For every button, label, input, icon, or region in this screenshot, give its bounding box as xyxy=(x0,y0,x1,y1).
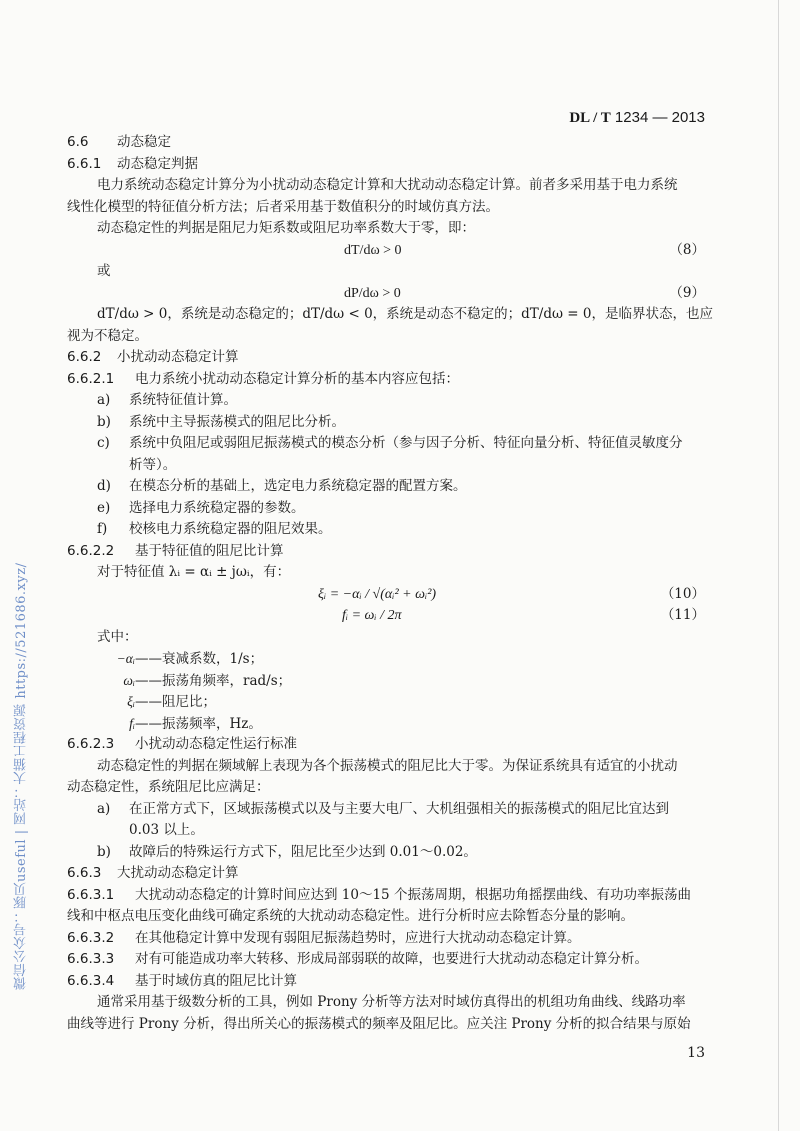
list-marker: b) xyxy=(97,843,111,860)
page-number: 13 xyxy=(687,1045,705,1061)
watermark: 微信公众号：豚贝useful | 网站：大猫工程资源 https://521686.xyz/ xyxy=(14,562,29,990)
section-6-6-3-2 xyxy=(67,928,705,950)
section-number: 6.6 xyxy=(67,134,89,150)
list-text: 系统中主导振荡模式的阻尼比分析。 xyxy=(129,413,345,430)
paragraph-line: 或 xyxy=(97,263,111,279)
list-marker: b) xyxy=(97,413,111,430)
where-label: 式中： xyxy=(97,628,138,645)
section-number: 6.6.3.3 xyxy=(67,951,115,967)
section-6-6-3-3 xyxy=(67,949,705,971)
section-title: 动态稳定 xyxy=(117,134,171,150)
list-item xyxy=(67,842,705,864)
section-6-6-3-1 xyxy=(67,885,705,907)
section-number: 6.6.2.1 xyxy=(67,370,115,387)
paragraph-line: 线和中枢点电压变化曲线可确定系统的大扰动动态稳定性。进行分析时应去除暂态分量的影响。 xyxy=(67,908,634,924)
equation-number: （10） xyxy=(660,585,705,602)
section-text: 基于时域仿真的阻尼比计算 xyxy=(135,972,297,989)
symbol-definition xyxy=(67,648,705,670)
list-text: 系统特征值计算。 xyxy=(129,392,237,408)
paragraph-line: dT/dω > 0，系统是动态稳定的；dT/dω < 0，系统是动态不稳定的；dT/dω = 0，是临界状态，也应 xyxy=(97,306,713,322)
doc-code-prefix: DL / T xyxy=(569,110,611,126)
paragraph-line: 动态稳定性的判据是阻尼力矩系数或阻尼功率系数大于零，即： xyxy=(97,220,475,236)
symbol-definition xyxy=(67,691,705,713)
list-item xyxy=(67,390,705,412)
doc-code-number: 1234 — 2013 xyxy=(610,109,705,126)
list-marker: c) xyxy=(97,435,110,451)
symbol: ξᵢ xyxy=(127,694,135,709)
section-6-6 xyxy=(67,132,705,154)
paragraph-line: 动态稳定性的判据在频域解上表现为各个振荡模式的阻尼比大于零。为保证系统具有适宜的小扰动 xyxy=(97,757,678,774)
section-number: 6.6.3.1 xyxy=(67,886,115,903)
list-text: 故障后的特殊运行方式下，阻尼比至少达到 0.01～0.02。 xyxy=(129,843,477,860)
section-6-6-2-1 xyxy=(67,369,705,391)
section-text: 在其他稳定计算中发现有弱阻尼振荡趋势时，应进行大扰动动态稳定计算。 xyxy=(135,929,581,946)
symbol-definition xyxy=(67,713,705,735)
section-title: 小扰动动态稳定计算 xyxy=(117,349,239,365)
section-6-6-3-4 xyxy=(67,971,705,993)
equation-8-line xyxy=(67,240,705,262)
definition: ——阻尼比； xyxy=(135,694,216,710)
section-text: 电力系统小扰动动态稳定计算分析的基本内容应包括： xyxy=(135,370,459,387)
list-item xyxy=(67,498,705,520)
equation-10: ξᵢ = −αᵢ / √(αᵢ² + ωᵢ²) xyxy=(318,586,437,602)
section-number: 6.6.3 xyxy=(67,865,102,881)
list-marker: f) xyxy=(97,521,108,537)
list-marker: a) xyxy=(97,392,111,408)
section-6-6-3 xyxy=(67,863,705,885)
definition: ——振荡频率，Hz。 xyxy=(135,715,262,732)
list-item xyxy=(67,412,705,434)
section-number: 6.6.3.2 xyxy=(67,929,115,946)
doc-code xyxy=(569,109,705,127)
section-6-6-2-3 xyxy=(67,734,705,756)
equation-number: （9） xyxy=(669,284,705,301)
equation-number: （11） xyxy=(660,607,705,623)
equation-11-line xyxy=(67,605,705,627)
paragraph-line: 曲线等进行 Prony 分析，得出所关心的振荡模式的频率及阻尼比。应关注 Prony 分析的拟合结果与原始 xyxy=(67,1015,691,1032)
page-body xyxy=(67,132,713,1035)
section-6-6-2 xyxy=(67,347,705,369)
section-6-6-2-2 xyxy=(67,541,705,563)
list-item xyxy=(67,519,705,541)
section-number: 6.6.2.3 xyxy=(67,736,115,752)
paragraph-line: 电力系统动态稳定计算分为小扰动动态稳定计算和大扰动动态稳定计算。前者多采用基于电力系统 xyxy=(97,177,678,193)
list-item xyxy=(67,433,705,455)
equation-number: （8） xyxy=(669,241,705,258)
list-marker: a) xyxy=(97,800,111,817)
section-title: 动态稳定判据 xyxy=(117,155,198,172)
paragraph-line: 动态稳定性，系统阻尼比应满足： xyxy=(67,779,270,795)
equation-11: fᵢ = ωᵢ / 2π xyxy=(342,608,402,623)
symbol: fᵢ xyxy=(129,715,135,731)
section-title: 大扰动动态稳定计算 xyxy=(117,865,239,881)
symbol: −αᵢ xyxy=(116,651,135,666)
list-text: 选择电力系统稳定器的参数。 xyxy=(129,499,305,516)
list-text: 在正常方式下，区域振荡模式以及与主要大电厂、大机组强相关的振荡模式的阻尼比宜达到 xyxy=(129,800,669,817)
paragraph-line: 线性化模型的特征值分析方法；后者采用基于数值积分的时域仿真方法。 xyxy=(67,198,499,215)
list-text: 在模态分析的基础上，选定电力系统稳定器的配置方案。 xyxy=(129,478,467,494)
section-number: 6.6.1 xyxy=(67,155,102,172)
list-marker: d) xyxy=(97,478,111,494)
section-number: 6.6.3.4 xyxy=(67,972,115,989)
section-text: 对有可能造成功率大转移、形成局部弱联的故障，也要进行大扰动动态稳定计算分析。 xyxy=(135,951,648,967)
list-text-continued: 析等）。 xyxy=(129,456,177,473)
definition: ——振荡角频率，rad/s； xyxy=(135,672,292,689)
section-text: 小扰动动态稳定性运行标准 xyxy=(135,736,297,752)
symbol: ωᵢ xyxy=(123,672,135,688)
symbol-definition xyxy=(67,670,705,692)
list-item xyxy=(67,476,705,498)
paragraph-line: 视为不稳定。 xyxy=(67,327,148,344)
list-text: 校核电力系统稳定器的阻尼效果。 xyxy=(129,521,332,537)
section-text: 大扰动动态稳定的计算时间应达到 10～15 个振荡周期，根据功角摇摆曲线、有功功率振荡曲 xyxy=(135,886,691,903)
section-number: 6.6.2.2 xyxy=(67,542,115,559)
list-marker: e) xyxy=(97,499,111,516)
definition: ——衰减系数，1/s； xyxy=(135,651,264,667)
paragraph-line: 通常采用基于级数分析的工具，例如 Prony 分析等方法对时域仿真得出的机组功角曲线、线路功率 xyxy=(97,994,686,1010)
equation-9-line xyxy=(67,283,705,305)
section-text: 基于特征值的阻尼比计算 xyxy=(135,542,284,559)
equation-9: dP/dω > 0 xyxy=(344,285,401,301)
list-text: 系统中负阻尼或弱阻尼振荡模式的模态分析（参与因子分析、特征向量分析、特征值灵敏度分 xyxy=(129,435,683,451)
paragraph-line: 对于特征值 λᵢ = αᵢ ± jωᵢ，有： xyxy=(97,564,291,580)
section-6-6-1 xyxy=(67,154,705,176)
scan-edge-line xyxy=(778,0,779,1131)
list-item xyxy=(67,799,705,821)
list-text-continued: 0.03 以上。 xyxy=(129,822,204,838)
equation-8: dT/dω > 0 xyxy=(344,242,402,258)
equation-10-line xyxy=(67,584,705,606)
section-number: 6.6.2 xyxy=(67,349,102,365)
